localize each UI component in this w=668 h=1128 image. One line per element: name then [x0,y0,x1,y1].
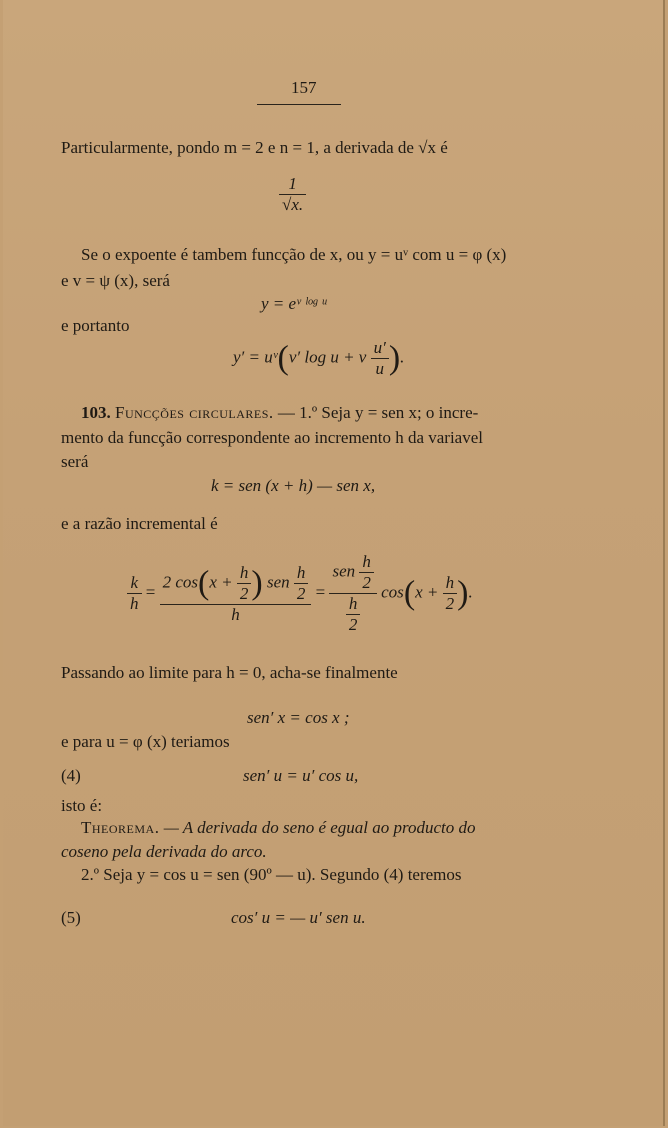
ratio-denominator: h [160,604,312,625]
denominator: √x. [279,194,306,215]
equation-exp-log: y = eᵛ ˡᵒᵍ ᵘ [261,294,327,313]
paragraph-line: será [61,452,89,471]
fraction-one-over-sqrt-x [279,174,306,215]
left-paren: ( [277,339,289,377]
equation-sine-derivative: sen′ x = cos x ; [247,708,350,727]
section-rest: — 1.º Seja y = sen x; o incre- [273,403,479,422]
eq-inner: v′ log u + v [288,347,367,367]
theorem-line [81,818,476,838]
paragraph-line: mento da funcção correspondente ao incremento h da variavel [61,428,483,447]
paragraph-line: Se o expoente é tambem funcção de x, ou y = uᵛ com u = φ (x) [81,245,507,264]
h-denominator: h [127,593,142,614]
section-number: 103. [81,403,111,422]
page-number: 157 [291,78,317,97]
eq-end: . [400,347,405,367]
numerator: 1 [288,174,297,193]
header-rule [257,104,341,105]
equation-increment: k = sen (x + h) — sen x, [211,476,376,495]
theorem-text: — A derivada do seno é egual ao producto do [159,818,476,837]
theorem-label: Theorema. [81,818,160,837]
paragraph-line: e a razão incremental é [61,514,218,533]
paragraph-line: isto é: [61,796,103,815]
equation-label: (4) [61,766,81,785]
ratio-numerator: 2 cos(x + $\frac{h}{2}$ ) sen $\frac{h}{2}$ [160,563,312,604]
paragraph-line: 2.º Seja y = cos u = sen (90º — u). Segundo (4) teremos [81,865,462,884]
section-title: Funcções circulares. [115,403,274,422]
book-page [3,0,665,1126]
paragraph-line: Passando ao limite para h = 0, acha-se finalmente [61,663,398,682]
equation-5: cos′ u = — u′ sen u. [231,908,366,927]
paragraph-line: Particularmente, pondo m = 2 e n = 1, a derivada de √x é [61,138,448,157]
paragraph-line: e portanto [61,316,130,335]
right-paren: ) [388,339,401,377]
denominator: u [371,358,389,379]
half-h-denominator: $\frac{h}{2}$ [329,593,376,635]
equation-4: sen′ u = u′ cos u, [243,766,359,785]
section-heading-103 [81,403,478,423]
eq-lhs: y′ = uᵛ [233,347,278,367]
paragraph-line: e v = ψ (x), será [61,271,170,290]
numerator: u′ [373,338,386,357]
equation-derivative-power [233,338,404,379]
k-numerator: k [130,573,139,592]
paragraph-line: e para u = φ (x) teriamos [61,732,230,751]
equation-incremental-ratio: $\frac{k}{h}$ = 2 cos(x + $\frac{h}{2}$ ) sen $\frac{h}{2}$ h = sen $\frac{h}{2}$ $\frac{h}{2}$ cos(x + $\frac{h}{2}$ ). [127,552,473,635]
equation-label: (5) [61,908,81,927]
theorem-line: coseno pela derivada do arco. [61,842,267,861]
sine-half-numerator: sen $\frac{h}{2}$ [329,552,376,593]
